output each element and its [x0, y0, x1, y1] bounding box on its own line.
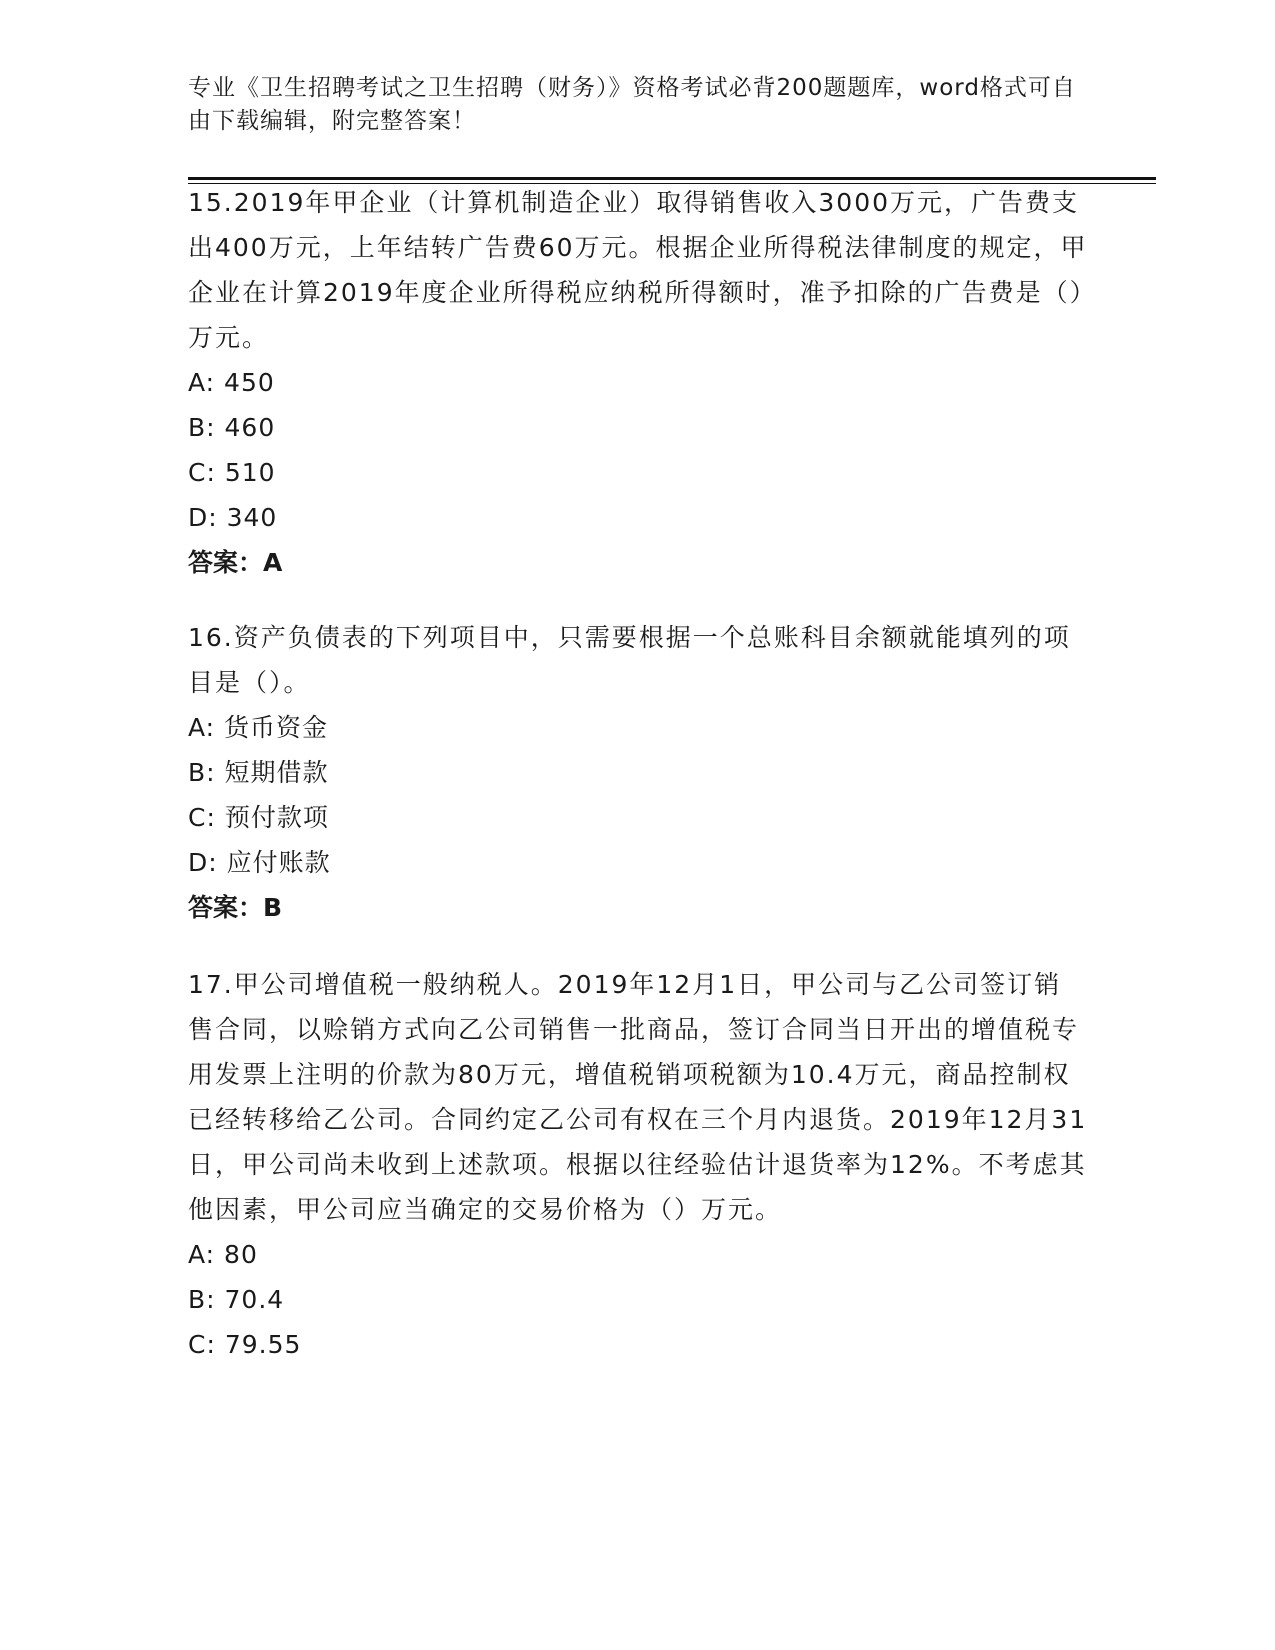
answer: 答案：B	[188, 893, 283, 922]
option-c: C: 79.55	[188, 1330, 302, 1359]
document-header: 专业《卫生招聘考试之卫生招聘（财务）》资格考试必背200题题库，word格式可自由下载编辑，附完整答案！	[188, 75, 1076, 134]
option-d: D: 340	[188, 503, 278, 532]
option-b: B: 短期借款	[188, 758, 329, 787]
option-a: A: 80	[188, 1240, 258, 1269]
option-b: B: 70.4	[188, 1285, 285, 1314]
question-17	[188, 962, 1088, 1367]
option-b: B: 460	[188, 413, 276, 442]
question-text: 16.资产负债表的下列项目中，只需要根据一个总账科目余额就能填列的项目是（）。	[188, 623, 1071, 697]
question-16	[188, 615, 1088, 930]
question-text: 17.甲公司增值税一般纳税人。2019年12月1日，甲公司与乙公司签订销售合同，以赊销方式向乙公司销售一批商品，签订合同当日开出的增值税专用发票上注明的价款为80万元，增值税销项税额为10.4万元，商品控制权已经转移给乙公司。合同约定乙公司有权在三个月内退货。2019年12月31日，甲公司尚未收到上述款项。根据以往经验估计退货率为12%。不考虑其他因素，甲公司应当确定的交易价格为（）万元。	[188, 970, 1088, 1224]
option-d: D: 应付账款	[188, 848, 331, 877]
answer: 答案：A	[188, 548, 283, 577]
option-c: C: 预付款项	[188, 803, 329, 832]
option-a: A: 货币资金	[188, 713, 329, 742]
question-text: 15.2019年甲企业（计算机制造企业）取得销售收入3000万元，广告费支出400万元，上年结转广告费60万元。根据企业所得税法律制度的规定，甲企业在计算2019年度企业所得税应纳税所得额时，准予扣除的广告费是（）万元。	[188, 188, 1088, 352]
question-15	[188, 180, 1088, 585]
option-c: C: 510	[188, 458, 276, 487]
option-a: A: 450	[188, 368, 275, 397]
